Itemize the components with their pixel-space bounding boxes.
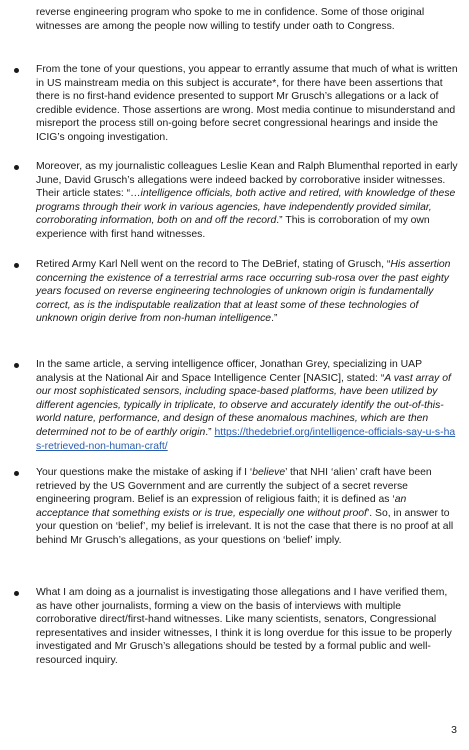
bullet-icon [14,363,19,368]
bullet-text [36,259,450,324]
body-text: What I am doing as a journalist is investigating those allegations and I have verified them, as have other journalists, forming a view on the basis of interviews with multiple corroborative direct/first-hand witnesses. Like many scientists, senators, Congressional representatives and insider witnesses, I think it is long overdue for this issue to be properly investigated and Mr Grusch’s allegations should be tested by a formal public and well-resourced inquiry. [36,587,452,666]
bullet-item-jonathan-grey [36,358,458,453]
bullet-text [36,161,458,240]
lead-paragraph: reverse engineering program who spoke to me in confidence. Some of those original witnesses are among the people now willing to testify under oath to Congress. [36,7,425,32]
bullet-icon [14,165,19,170]
body-text: ’ that NHI ‘alien’ craft have been retrieved by the US Government and are currently the subject of a secret reverse engineering program. Belief is an expression of religious faith; it is defined as ‘ [36,467,432,506]
bullet-item-kean-blumenthal [36,160,458,242]
bullet-text [36,359,455,452]
body-text: .” [205,426,215,438]
bullet-icon [14,263,19,268]
bullet-item-belief [36,466,458,548]
body-text: .” This is corroboration of my own experience with first hand witnesses. [36,215,430,240]
source-link[interactable]: https://thedebrief.org/intelligence-officials-say-u-s-has-retrieved-non-human-craft/ [36,426,456,452]
bullet-text [36,587,452,666]
quoted-italic-text: A vast array of our most sophisticated sensors, including space-based platforms, have been utilized by different agencies, typically in triplicate, to observe and accurately identify the out-of-this-world nature, performance, and design of these anomalous machines, which are then determined not to be of earthly origin [36,372,451,438]
bullet-text [36,64,458,143]
bullet-icon [14,471,19,476]
quoted-italic-text: believe [252,467,286,478]
quoted-italic-text: His assertion concerning the existence of a terrestrial arms race occurring sub-rosa over the past eighty years focused on reverse engineering technologies of unknown origin is fundamentally correct, as is the indisputable realization that at least some of these technologies of unknown origin derive from non-human intelligence [36,259,451,325]
body-text: Moreover, as my journalistic colleagues Leslie Kean and Ralph Blumenthal reported in early June, David Grusch’s allegations were indeed backed by corroborative insider witnesses. Their article states: “… [36,161,458,200]
body-text: .” [271,313,278,325]
body-text: From the tone of your questions, you appear to errantly assume that much of what is written in US mainstream media on this subject is accurate*, for there have been assertions that there is no first-hand evidence presented to support Mr Grusch’s allegations or a lack of credible evidence. Those assertions are wrong. Most media continue to misunderstand and misreport the process still on-going before secret congressional hearings and inside the ICIG’s ongoing investigation. [36,64,458,143]
body-text: ’. So, in answer to your question on ‘belief’, my belief is irrelevant. It is not the case that there is no proof at all behind Mr Grusch’s allegations, as your questions on ‘belief’ imply. [36,507,454,546]
page-number: 3 [451,724,457,736]
bullet-item-karl-nell [36,258,458,326]
body-text: Your questions make the mistake of asking if I ‘ [36,467,253,478]
quoted-italic-text: intelligence officials, both active and retired, with knowledge of these programs through their work in various agencies, have independently provided similar, corroborating information, both on and off the record [36,188,456,227]
bullet-text [36,467,453,546]
body-text: Retired Army Karl Nell went on the record to The DeBrief, stating of Grusch, “ [36,259,391,270]
quoted-italic-text: an acceptance that something exists or is true, especially one without proof [36,494,407,519]
bullet-icon [14,68,19,73]
bullet-icon [14,591,19,596]
bullet-item-media-assumptions [36,63,458,145]
body-text: In the same article, a serving intelligence officer, Jonathan Grey, specializing in UAP analysis at the National Air and Space Intelligence Center [NASIC], stated: “ [36,359,422,384]
bullet-item-investigation [36,586,458,668]
